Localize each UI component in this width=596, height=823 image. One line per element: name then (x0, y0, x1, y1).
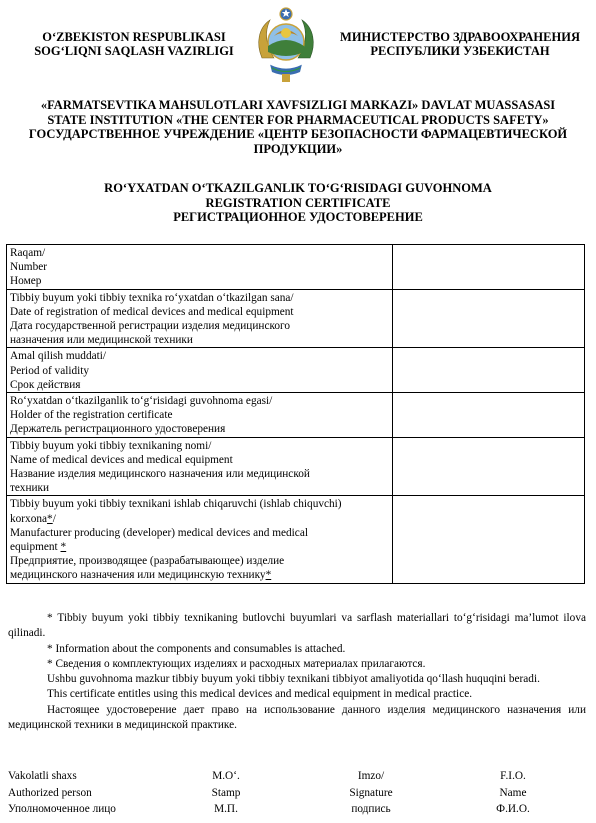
label-line: Срок действия (10, 378, 81, 391)
footnote-uz: * Tibbiy buyum yoki tibbiy texnikaning butlovchi buyumlari va sarflash materiallari to‘g‘risidagi ma’lumot ilova qilinadi. (8, 612, 586, 640)
row-label (7, 348, 393, 393)
label-line: Ro‘yxatdan o‘tkazilganlik to‘g‘risidagi guvohnoma egasi/ (10, 395, 273, 408)
footnotes (8, 611, 586, 733)
label-line: техники (10, 482, 50, 495)
label-line: Tibbiy buyum yoki tibbiy texnikaning nomi/ (10, 439, 212, 452)
state-emblem-icon (254, 6, 318, 86)
label-line: Tibbiy buyum yoki tibbiy texnikani ishlab chiqaruvchi (ishlab chiquvchi) (10, 498, 342, 511)
footnote-ru: * Сведения о комплектующих изделиях и расходных материалах прилагаются. (47, 657, 426, 670)
label-line: Номер (10, 275, 42, 288)
label-line: назначения или медицинской техники (10, 334, 193, 347)
row-label (7, 289, 393, 348)
ministry-ru-line1: МИНИСТЕРСТВО ЗДРАВООХРАНЕНИЯ (340, 30, 580, 44)
signature-block (8, 768, 586, 818)
number-value-cell[interactable] (393, 245, 585, 290)
validity-value-cell[interactable] (393, 348, 585, 393)
authorized-person-label: Authorized person (8, 786, 92, 799)
label-text: медицинского назначения или медицинскую технику (10, 569, 266, 582)
signature-label: подпись (351, 803, 391, 815)
label-text: korxona (10, 512, 48, 525)
title-uz: RO‘YXATDAN O‘TKAZILGANLIK TO‘G‘RISIDAGI GUVOHNOMA (104, 181, 492, 195)
institution-name (10, 98, 586, 156)
title-ru: РЕГИСТРАЦИОННОЕ УДОСТОВЕРЕНИЕ (173, 210, 423, 224)
label-line: Manufacturer producing (developer) medical devices and medical (10, 526, 308, 539)
stamp-label: Stamp (211, 786, 241, 799)
label-line: Предприятие, производящее (разрабатывающее) изделие (10, 555, 285, 568)
table-row-holder (7, 393, 585, 438)
signature-label: Signature (349, 786, 393, 799)
ministry-uz-line2: SOG‘LIQNI SAQLASH VAZIRLIGI (34, 44, 234, 58)
entitlement-en: This certificate entitles using this medical devices and medical equipment in medical practice. (47, 688, 473, 701)
authorized-person-label: Уполномоченное лицо (8, 803, 116, 815)
row-label (7, 496, 393, 583)
footnote-asterisk: * (60, 541, 67, 554)
footnote-asterisk: * (265, 569, 272, 582)
label-line (10, 540, 390, 554)
label-slash: / (52, 512, 56, 525)
footnote-asterisk: * (47, 512, 53, 525)
label-line: Date of registration of medical devices and medical equipment (10, 305, 294, 318)
row-label (7, 393, 393, 438)
institution-line4: ПРОДУКЦИИ» (253, 141, 343, 156)
header-right (326, 30, 594, 58)
holder-value-cell[interactable] (393, 393, 585, 438)
signature-row-ru (8, 801, 586, 818)
institution-line3: ГОСУДАРСТВЕННОЕ УЧРЕЖДЕНИЕ «ЦЕНТР БЕЗОПАСНОСТИ ФАРМАЦЕВТИЧЕСКОЙ (28, 127, 568, 141)
label-line: Holder of the registration certificate (10, 409, 173, 422)
label-line: Number (10, 261, 48, 274)
document-title (10, 181, 586, 225)
label-line: Название изделия медицинского назначения или медицинской (10, 468, 310, 481)
signature-row-en (8, 785, 586, 802)
stamp-label: M.O‘. (212, 770, 240, 782)
label-line: Name of medical devices and medical equipment (10, 453, 233, 466)
label-line: Держатель регистрационного удостоверения (10, 423, 226, 436)
full-name-label: F.I.O. (500, 770, 526, 782)
label-line: Tibbiy buyum yoki tibbiy texnika ro‘yxatdan o‘tkazilgan sana/ (10, 291, 294, 304)
stamp-label: М.П. (214, 803, 238, 815)
ministry-uz-line1: O‘ZBEKISTON RESPUBLIKASI (42, 30, 226, 44)
full-name-label: Name (499, 786, 527, 799)
signature-label: Imzo/ (357, 770, 385, 782)
entitlement-ru: Настоящее удостоверение дает право на использование данного изделия медицинского назначения или медицинской техники в медицинской практике. (8, 703, 586, 732)
registration-date-value-cell[interactable] (393, 289, 585, 348)
row-label (7, 437, 393, 496)
label-line: Дата государственной регистрации изделия медицинского (10, 320, 291, 333)
device-name-value-cell[interactable] (393, 437, 585, 496)
table-row-registration-date (7, 289, 585, 348)
signature-row-uz (8, 768, 586, 785)
table-row-manufacturer (7, 496, 585, 583)
label-line: Period of validity (10, 364, 90, 377)
entitlement-uz: Ushbu guvohnoma mazkur tibbiy buyum yoki tibbiy texnikani tibbiyot amaliyotida qo‘llash huquqini beradi. (47, 673, 540, 686)
institution-line1: «FARMATSEVTIKA MAHSULOTLARI XAVFSIZLIGI MARKAZI» DAVLAT MUASSASASI (40, 98, 556, 112)
ministry-ru-line2: РЕСПУБЛИКИ УЗБЕКИСТАН (370, 44, 550, 58)
label-text: equipment (10, 541, 61, 554)
table-row-validity (7, 348, 585, 393)
title-en: REGISTRATION CERTIFICATE (205, 195, 391, 210)
label-line: Amal qilish muddati/ (10, 350, 107, 363)
label-line (10, 568, 390, 582)
institution-line2: STATE INSTITUTION «THE CENTER FOR PHARMACEUTICAL PRODUCTS SAFETY» (47, 112, 549, 127)
label-line: Raqam/ (10, 247, 46, 259)
header-left (24, 30, 244, 58)
registration-table (6, 244, 585, 584)
full-name-label: Ф.И.О. (496, 803, 530, 815)
authorized-person-label: Vakolatli shaxs (8, 770, 77, 782)
label-line (10, 512, 390, 526)
manufacturer-value-cell[interactable] (393, 496, 585, 583)
table-row-number (7, 245, 585, 290)
footnote-en: * Information about the components and consumables is attached. (47, 642, 346, 655)
table-row-device-name (7, 437, 585, 496)
row-label (7, 245, 393, 290)
